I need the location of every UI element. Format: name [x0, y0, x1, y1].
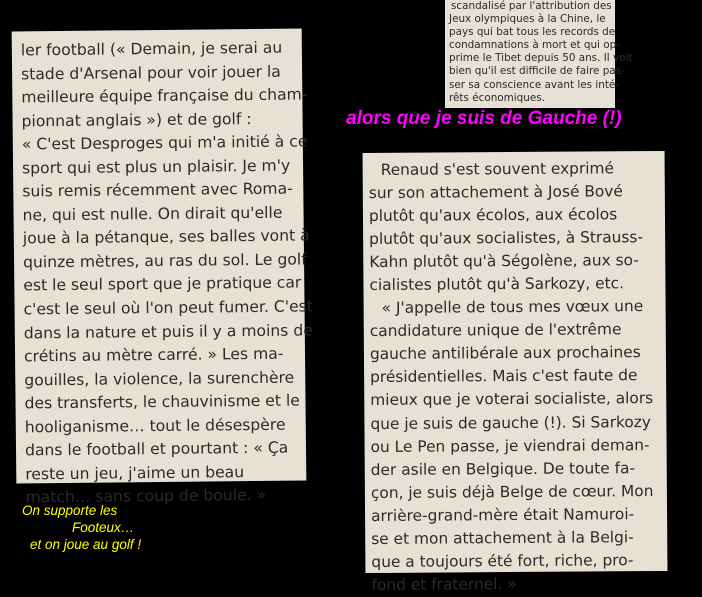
text-line: « C'est Desproges qui m'a initié à ce	[21, 132, 308, 154]
text-line: joue à la pétanque, ses balles vont à	[22, 226, 310, 248]
text-line: plutôt qu'aux socialistes, à Strauss-	[369, 228, 644, 249]
text-line: ler football (« Demain, je serai au	[20, 38, 283, 60]
text-line: fond et fraternel. »	[371, 574, 517, 594]
text-line: pionnat anglais ») et de golf :	[21, 109, 252, 131]
text-line: dans le football et pourtant : « Ça	[24, 438, 289, 460]
text-line: des transferts, le chauvinisme et le	[24, 391, 300, 413]
text-line: bien qu'il est difficile de faire pas-	[449, 65, 625, 78]
text-line: sport qui est plus un plaisir. Je m'y	[21, 156, 291, 178]
text-line: scandalisé par l'attribution des	[451, 0, 612, 12]
text-line: condamnations à mort et qui op-	[449, 39, 620, 52]
text-line: ou Le Pen passe, je viendrai deman-	[370, 435, 650, 456]
text-line: arrière-grand-mère était Namuroi-	[371, 504, 635, 525]
left-article-clipping	[12, 28, 313, 507]
text-line: sur son attachement à José Bové	[368, 182, 623, 203]
text-line: suis remis récemment avec Roma-	[22, 179, 293, 201]
text-line: stade d'Arsenal pour voir jouer la	[20, 62, 281, 83]
text-line: que je suis de gauche (!). Si Sarkozy	[370, 412, 652, 433]
text-line: prime le Tibet depuis 50 ans. Il voit	[449, 52, 633, 65]
text-line: Renaud s'est souvent exprimé	[380, 159, 615, 179]
text-line: crétins au mètre carré. » Les ma-	[23, 344, 284, 366]
text-line: « J'appelle de tous mes vœux une	[381, 297, 644, 318]
text-line: cialistes plutôt qu'à Sarkozy, etc.	[369, 274, 625, 295]
text-line: rêts économiques.	[449, 91, 545, 104]
text-line: ser sa conscience avant les inté-	[449, 78, 620, 91]
text-line: meilleure équipe française du cham-	[21, 85, 308, 107]
text-line: que a toujours été fort, riche, pro-	[371, 550, 634, 571]
text-line: quinze mètres, au ras du sol. Le golf	[22, 250, 307, 272]
text-line: gouilles, la violence, la surenchère	[24, 368, 295, 390]
text-line: match… sans coup de boule. »	[25, 486, 267, 507]
yellow-caption	[22, 502, 252, 553]
text-line: mieux que je voterai socialiste, alors	[370, 389, 654, 410]
text-line: gauche antilibérale aux prochaines	[369, 343, 641, 364]
text-line: plutôt qu'aux écolos, aux écolos	[368, 205, 618, 226]
text-line: candidature unique de l'extrême	[369, 320, 622, 341]
magenta-caption: alors que je suis de Gauche (!)	[346, 108, 622, 129]
text-line: der asile en Belgique. De toute fa-	[370, 458, 636, 479]
text-line: c'est le seul où l'on peut fumer. C'est	[23, 297, 313, 319]
text-line: hooliganisme… tout le désespère	[24, 415, 286, 437]
top-article-clipping	[445, 0, 633, 108]
text-line: reste un jeu, j'aime un beau	[25, 462, 245, 484]
text-line: présidentielles. Mais c'est faute de	[370, 366, 638, 387]
caption-line: On supporte les	[22, 503, 118, 518]
text-line: Kahn plutôt qu'à Ségolène, aux so-	[369, 251, 639, 272]
caption-line: Footeux…	[72, 520, 135, 535]
text-line: ne, qui est nulle. On dirait qu'elle	[22, 203, 283, 225]
text-line: pays qui bat tous les records de	[449, 26, 616, 39]
text-line: est le seul sport que je pratique car	[23, 273, 302, 295]
caption-line: et on joue au golf !	[30, 537, 142, 552]
text-line: çon, je suis déjà Belge de cœur. Mon	[370, 481, 654, 502]
text-line: dans la nature et puis il y a moins de	[23, 320, 313, 342]
right-article-clipping	[363, 151, 668, 594]
text-line: se et mon attachement à la Belgi-	[371, 527, 634, 548]
text-line: Jeux olympiques à la Chine, le	[449, 13, 606, 26]
